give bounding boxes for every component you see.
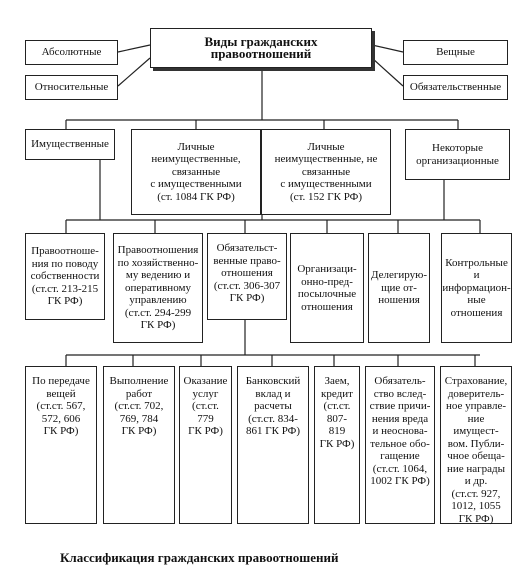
level4-insurance-trust: Страхование, доверитель- ное управле- ние имущест- вом. Публи- чное обеща- ние награды и др. (ст.ст. 927, 1012, 1055 ГК РФ) (440, 366, 512, 524)
type-property: Вещные (403, 40, 508, 65)
level2-personal-related: Личные неимущественные, связанные с имущественными (ст. 1084 ГК РФ) (131, 129, 261, 215)
level2-organizational: Некоторые организационные (405, 129, 510, 180)
level3-organizational-preliminary: Организаци- онно-пред- посылочные отношения (290, 233, 364, 343)
level4-harm-obligations: Обязатель- ство вслед- ствие причи- нения вреда и неоснова- тельное обо- гащение (ст.ст. 1064, 1002 ГК РФ) (365, 366, 435, 524)
diagram-title: Виды гражданских правоотношений (150, 28, 372, 68)
level3-obligations: Обязательст- венные право- отношения (ст.ст. 306-307 ГК РФ) (207, 233, 287, 320)
type-absolute: Абсолютные (25, 40, 118, 65)
level4-loan-credit: Заем, кредит (ст.ст. 807- 819 ГК РФ) (314, 366, 360, 524)
type-obligatory: Обязательственные (403, 75, 508, 100)
level4-bank-deposit: Банковский вклад и расчеты (ст.ст. 834- 861 ГК РФ) (237, 366, 309, 524)
level4-performance-of-work: Выполнение работ (ст.ст. 702, 769, 784 ГК РФ) (103, 366, 175, 524)
figure-caption: Классификация гражданских правоотношений (60, 550, 339, 565)
level2-property: Имущественные (25, 129, 115, 160)
level3-delegating: Делегирую- щие от- ношения (368, 233, 430, 343)
level4-transfer-of-things: По передаче вещей (ст.ст. 567, 572, 606 ГК РФ) (25, 366, 97, 524)
level4-services: Оказание услуг (ст.ст. 779 ГК РФ) (179, 366, 232, 524)
level2-personal-unrelated: Личные неимущественные, не связанные с имущественными (ст. 152 ГК РФ) (261, 129, 391, 215)
type-relative: Относительные (25, 75, 118, 100)
level3-control-information: Контрольные и информацион- ные отношения (441, 233, 512, 343)
level3-economic-management: Правоотношения по хозяйственно- му ведению и оперативному управлению (ст.ст. 294-299 ГК РФ) (113, 233, 203, 343)
level3-ownership: Правоотноше- ния по поводу собственности (ст.ст. 213-215 ГК РФ) (25, 233, 105, 320)
